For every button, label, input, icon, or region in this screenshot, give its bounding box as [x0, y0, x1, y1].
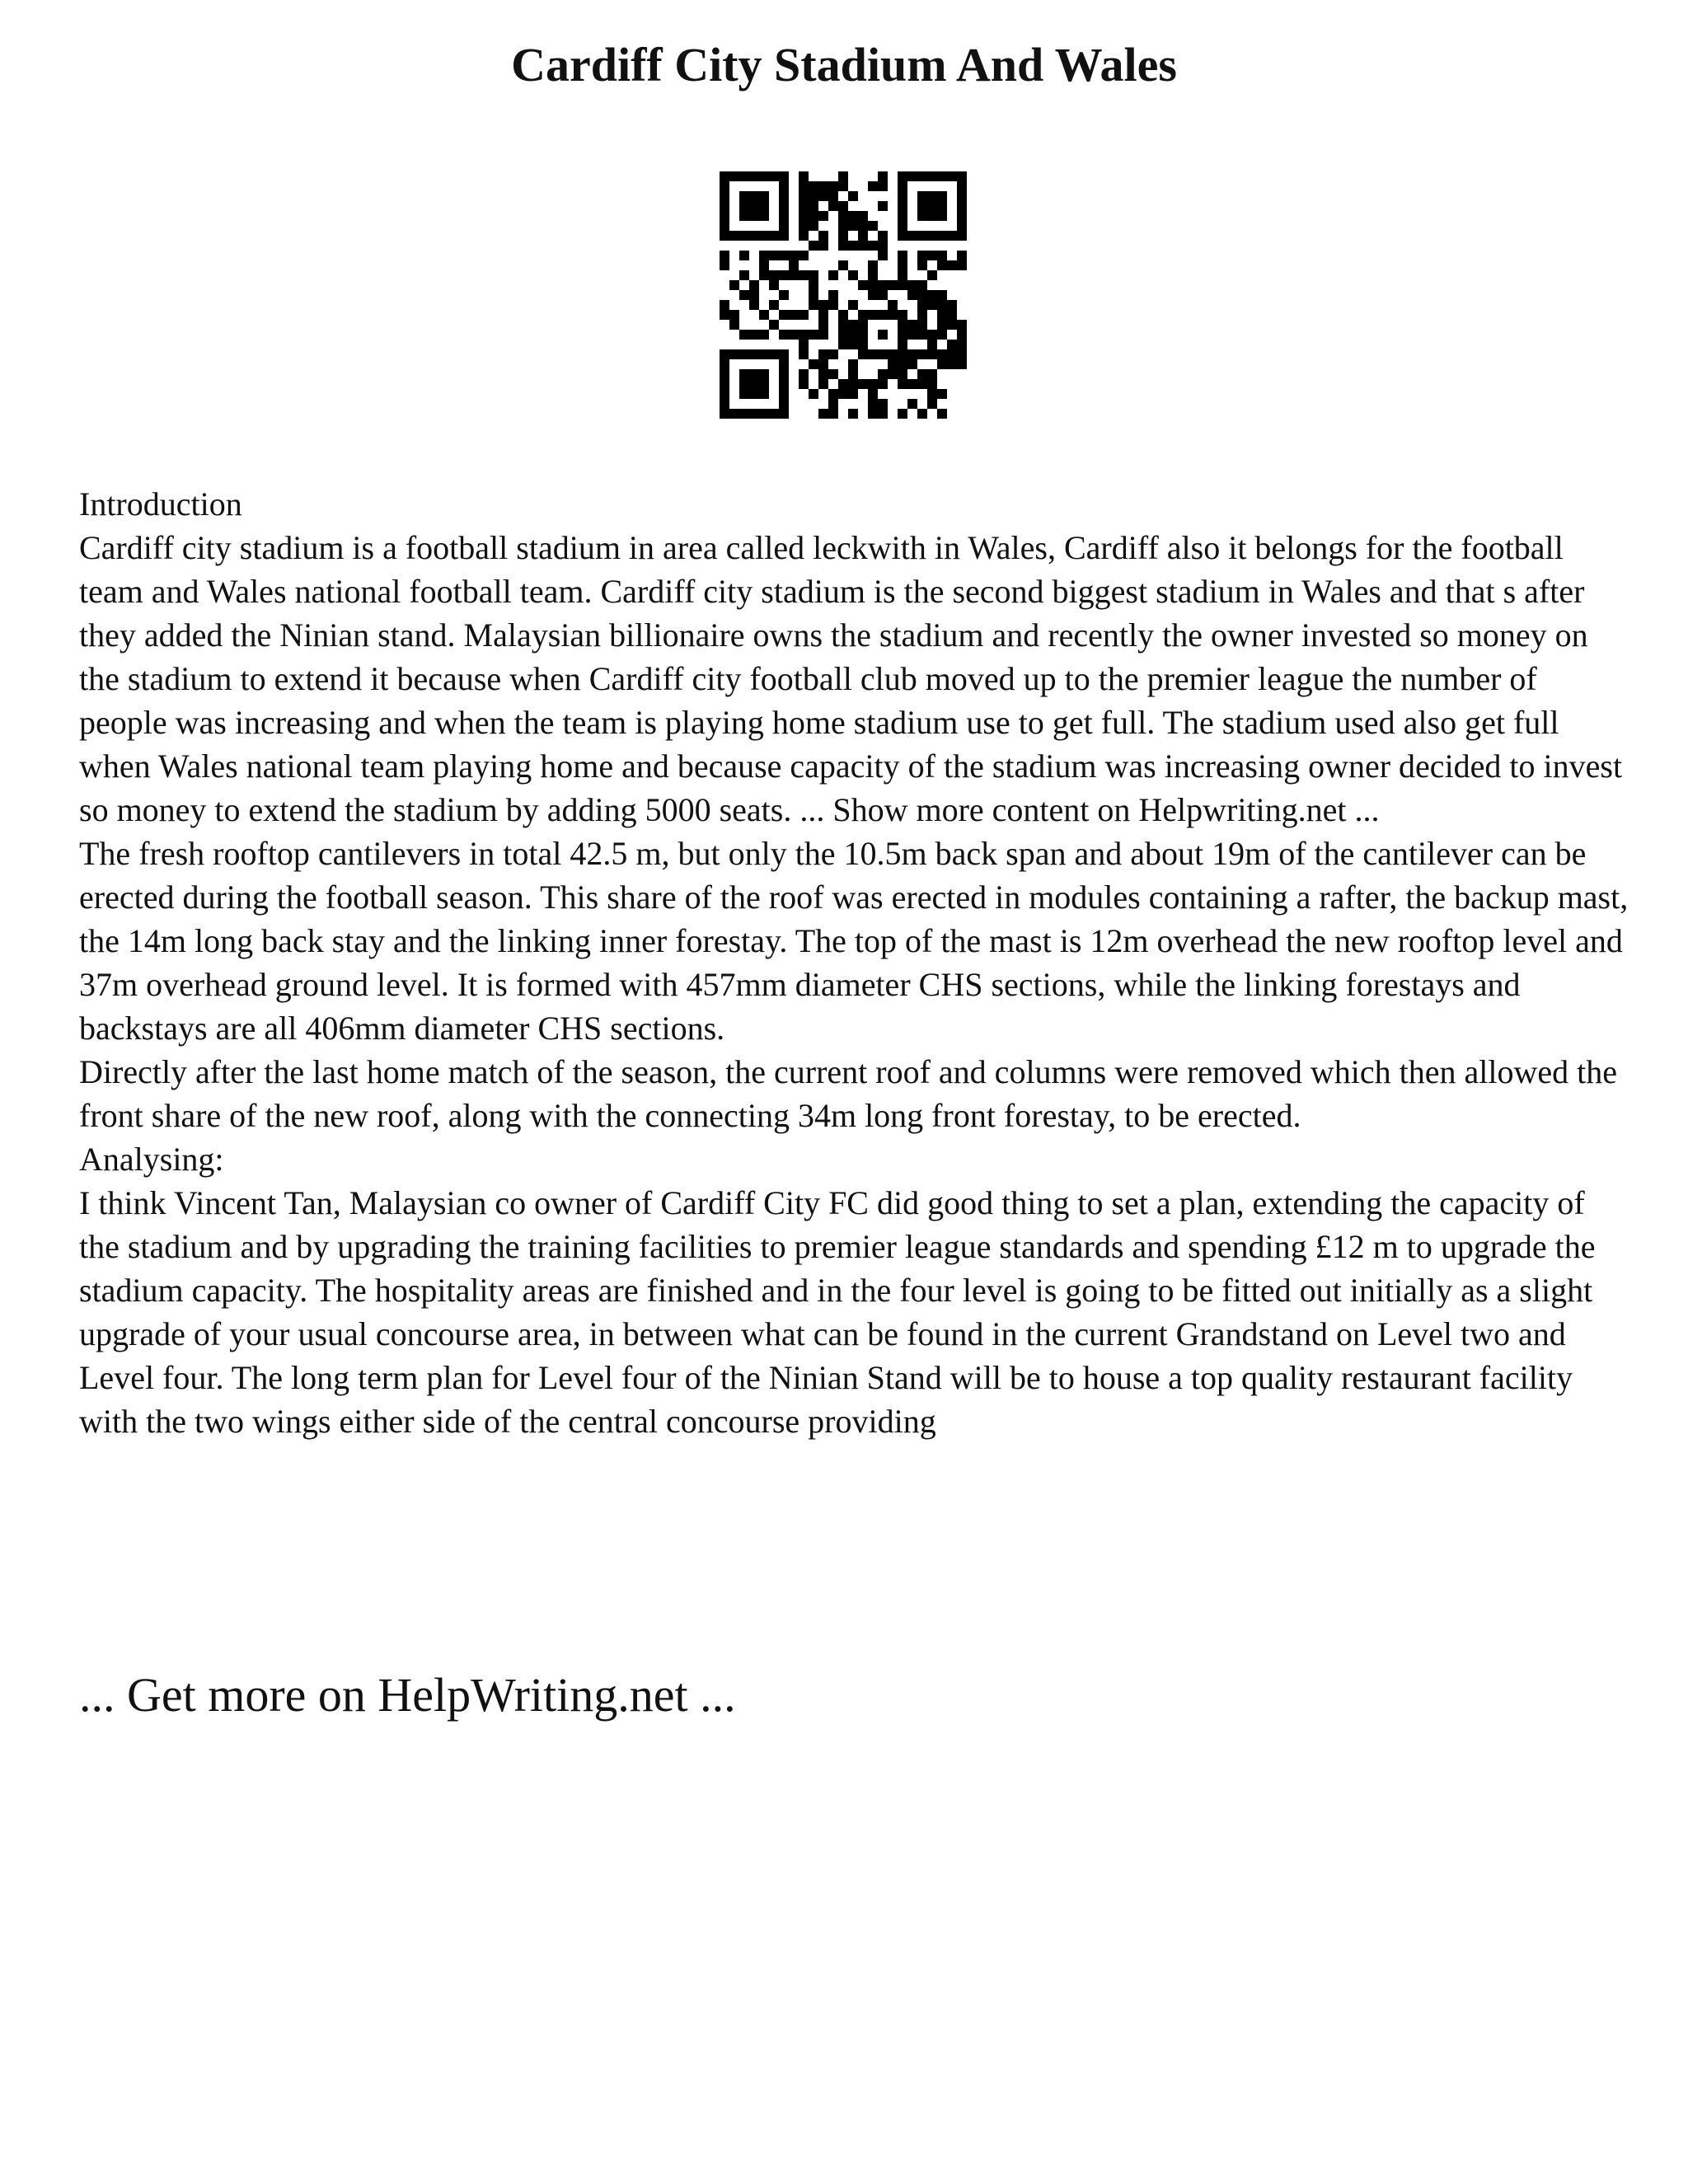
page-title: Cardiff City Stadium And Wales — [511, 38, 1177, 91]
paragraph-roof-removal: Directly after the last home match of the season, the current roof and columns were removed which then allowed the front share of the new roof, along with the connecting 34m long front forestay, to be erected. — [79, 1053, 1617, 1134]
qr-code-image — [720, 171, 967, 419]
paragraph-analysis: I think Vincent Tan, Malaysian co owner of Cardiff City FC did good thing to set a plan, extending the capacity of the stadium and by upgrading the training facilities to premier league standards and spending £12 m to upgrade the stadium capacity. The hospitality areas are finished and in the four level is going to be fitted out initially as a slight upgrade of your usual concourse area, in between what can be found in the current Grandstand on Level two and Level four. The long term plan for Level four of the Ninian Stand will be to house a top quality restaurant facility with the two wings either side of the central concourse providing — [79, 1184, 1596, 1440]
paragraph-introduction: Cardiff city stadium is a football stadium in area called leckwith in Wales, Cardiff also it belongs for the football team and Wales national football team. Cardiff city stadium is the second biggest stadium in Wales and that s after they added the Ninian stand. Malaysian billionaire owns the stadium and recently the owner invested so money on the stadium to extend it because when Cardiff city football club moved up to the premier league the number of people was increasing and when the team is playing home stadium use to get full. The stadium used also get full when Wales national team playing home and because capacity of the stadium was increasing owner decided to invest so money to extend the stadium by adding 5000 seats. ... Show more content on Helpwriting.net ... — [79, 529, 1623, 828]
paragraph-roof-cantilevers: The fresh rooftop cantilevers in total 42.5 m, but only the 10.5m back span and about 19m of the cantilever can be erected during the football season. This share of the roof was erected in modules containing a rafter, the backup mast, the 14m long back stay and the linking inner forestay. The top of the mast is 12m overhead the new rooftop level and 37m overhead ground level. It is formed with 457mm diameter CHS sections, while the linking forestays and backstays are all 406mm diameter CHS sections. — [79, 835, 1629, 1047]
article-body — [79, 482, 1629, 1443]
section-heading-introduction: Introduction — [79, 485, 242, 523]
get-more-link[interactable]: ... Get more on HelpWriting.net ... — [79, 1668, 736, 1722]
section-heading-analysing: Analysing: — [79, 1141, 224, 1178]
